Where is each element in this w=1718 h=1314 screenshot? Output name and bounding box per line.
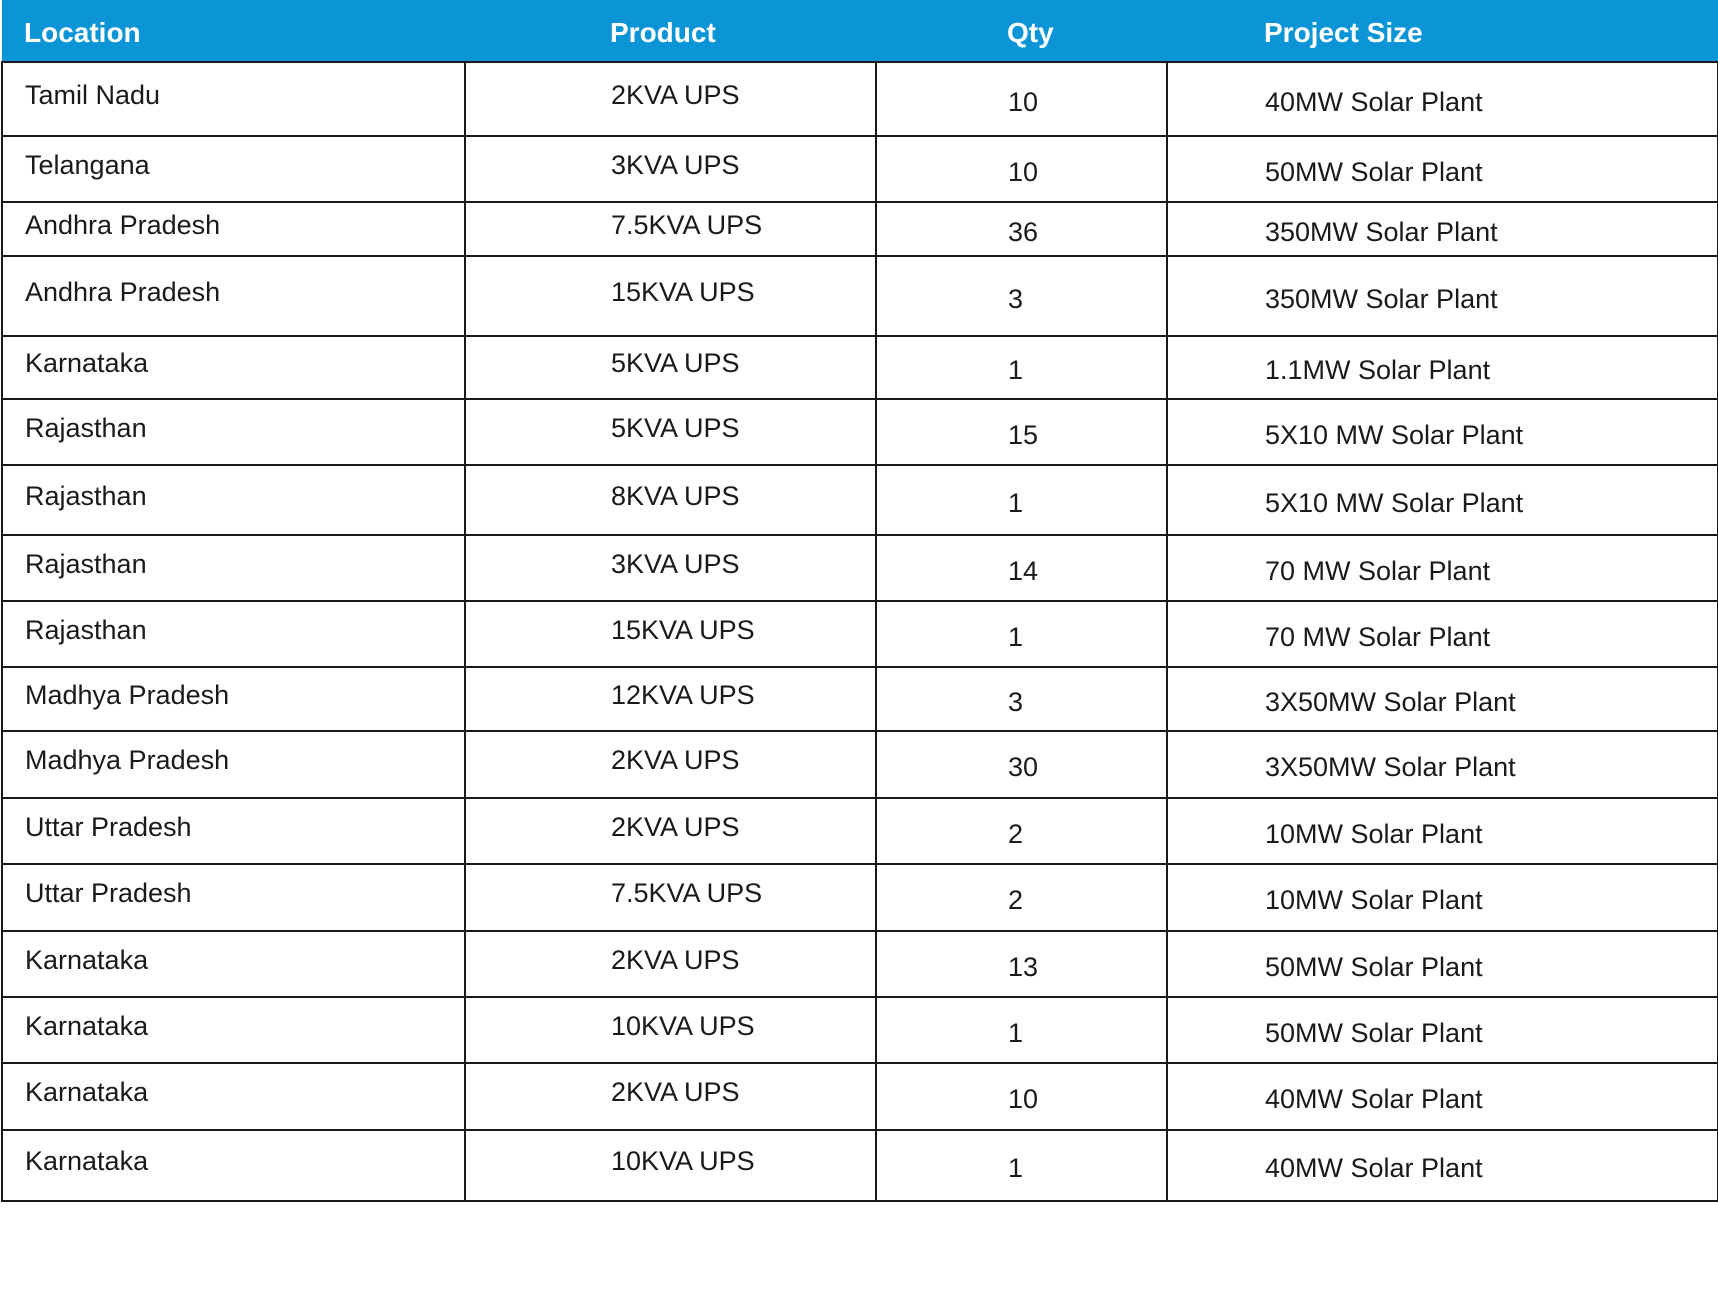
cell-location: Rajasthan — [2, 465, 465, 535]
cell-location: Tamil Nadu — [2, 62, 465, 136]
cell-product: 5KVA UPS — [465, 336, 876, 399]
cell-location: Uttar Pradesh — [2, 798, 465, 864]
cell-location: Karnataka — [2, 931, 465, 997]
cell-location: Andhra Pradesh — [2, 202, 465, 256]
cell-project-size: 50MW Solar Plant — [1167, 136, 1718, 202]
table-row — [2, 136, 1718, 202]
cell-product: 7.5KVA UPS — [465, 202, 876, 256]
cell-qty: 1 — [876, 465, 1167, 535]
cell-location: Uttar Pradesh — [2, 864, 465, 931]
header-row — [2, 0, 1718, 62]
cell-qty: 3 — [876, 256, 1167, 336]
cell-location: Rajasthan — [2, 535, 465, 601]
cell-qty: 30 — [876, 731, 1167, 798]
cell-location: Rajasthan — [2, 601, 465, 667]
cell-product: 2KVA UPS — [465, 1063, 876, 1130]
cell-location: Karnataka — [2, 1130, 465, 1201]
table-row — [2, 535, 1718, 601]
cell-product: 2KVA UPS — [465, 62, 876, 136]
table-row — [2, 1130, 1718, 1201]
cell-product: 5KVA UPS — [465, 399, 876, 465]
cell-product: 15KVA UPS — [465, 601, 876, 667]
table-row — [2, 731, 1718, 798]
cell-qty: 14 — [876, 535, 1167, 601]
header-qty: Qty — [876, 0, 1167, 62]
table-row — [2, 997, 1718, 1063]
cell-qty: 10 — [876, 1063, 1167, 1130]
cell-qty: 10 — [876, 62, 1167, 136]
cell-qty: 10 — [876, 136, 1167, 202]
cell-project-size: 350MW Solar Plant — [1167, 202, 1718, 256]
cell-project-size: 1.1MW Solar Plant — [1167, 336, 1718, 399]
table-row — [2, 62, 1718, 136]
cell-location: Madhya Pradesh — [2, 667, 465, 731]
cell-qty: 2 — [876, 864, 1167, 931]
cell-project-size: 40MW Solar Plant — [1167, 1130, 1718, 1201]
header-location: Location — [2, 0, 465, 62]
cell-qty: 1 — [876, 601, 1167, 667]
cell-product: 3KVA UPS — [465, 535, 876, 601]
cell-location: Karnataka — [2, 336, 465, 399]
cell-product: 15KVA UPS — [465, 256, 876, 336]
cell-product: 8KVA UPS — [465, 465, 876, 535]
cell-qty: 1 — [876, 1130, 1167, 1201]
cell-qty: 1 — [876, 997, 1167, 1063]
table-row — [2, 864, 1718, 931]
cell-project-size: 40MW Solar Plant — [1167, 1063, 1718, 1130]
table-row — [2, 336, 1718, 399]
cell-product: 12KVA UPS — [465, 667, 876, 731]
cell-project-size: 350MW Solar Plant — [1167, 256, 1718, 336]
cell-qty: 3 — [876, 667, 1167, 731]
cell-product: 2KVA UPS — [465, 798, 876, 864]
cell-project-size: 3X50MW Solar Plant — [1167, 667, 1718, 731]
cell-product: 10KVA UPS — [465, 997, 876, 1063]
cell-project-size: 40MW Solar Plant — [1167, 62, 1718, 136]
cell-project-size: 10MW Solar Plant — [1167, 864, 1718, 931]
cell-location: Madhya Pradesh — [2, 731, 465, 798]
table-header — [2, 0, 1718, 62]
cell-product: 2KVA UPS — [465, 931, 876, 997]
cell-project-size: 5X10 MW Solar Plant — [1167, 465, 1718, 535]
project-table — [1, 0, 1718, 1202]
table-body — [2, 62, 1718, 1201]
cell-project-size: 70 MW Solar Plant — [1167, 601, 1718, 667]
cell-location: Rajasthan — [2, 399, 465, 465]
table-row — [2, 202, 1718, 256]
cell-qty: 15 — [876, 399, 1167, 465]
cell-qty: 13 — [876, 931, 1167, 997]
cell-project-size: 50MW Solar Plant — [1167, 997, 1718, 1063]
cell-location: Andhra Pradesh — [2, 256, 465, 336]
cell-location: Karnataka — [2, 997, 465, 1063]
table-row — [2, 798, 1718, 864]
cell-qty: 1 — [876, 336, 1167, 399]
cell-project-size: 50MW Solar Plant — [1167, 931, 1718, 997]
cell-project-size: 70 MW Solar Plant — [1167, 535, 1718, 601]
cell-product: 2KVA UPS — [465, 731, 876, 798]
cell-project-size: 3X50MW Solar Plant — [1167, 731, 1718, 798]
header-product: Product — [465, 0, 876, 62]
cell-location: Telangana — [2, 136, 465, 202]
table-row — [2, 399, 1718, 465]
cell-qty: 36 — [876, 202, 1167, 256]
table-row — [2, 1063, 1718, 1130]
table-row — [2, 667, 1718, 731]
cell-project-size: 10MW Solar Plant — [1167, 798, 1718, 864]
cell-product: 3KVA UPS — [465, 136, 876, 202]
table-row — [2, 465, 1718, 535]
table-row — [2, 601, 1718, 667]
cell-project-size: 5X10 MW Solar Plant — [1167, 399, 1718, 465]
cell-location: Karnataka — [2, 1063, 465, 1130]
table-row — [2, 931, 1718, 997]
cell-product: 10KVA UPS — [465, 1130, 876, 1201]
header-project-size: Project Size — [1167, 0, 1718, 62]
cell-qty: 2 — [876, 798, 1167, 864]
cell-product: 7.5KVA UPS — [465, 864, 876, 931]
table-row — [2, 256, 1718, 336]
